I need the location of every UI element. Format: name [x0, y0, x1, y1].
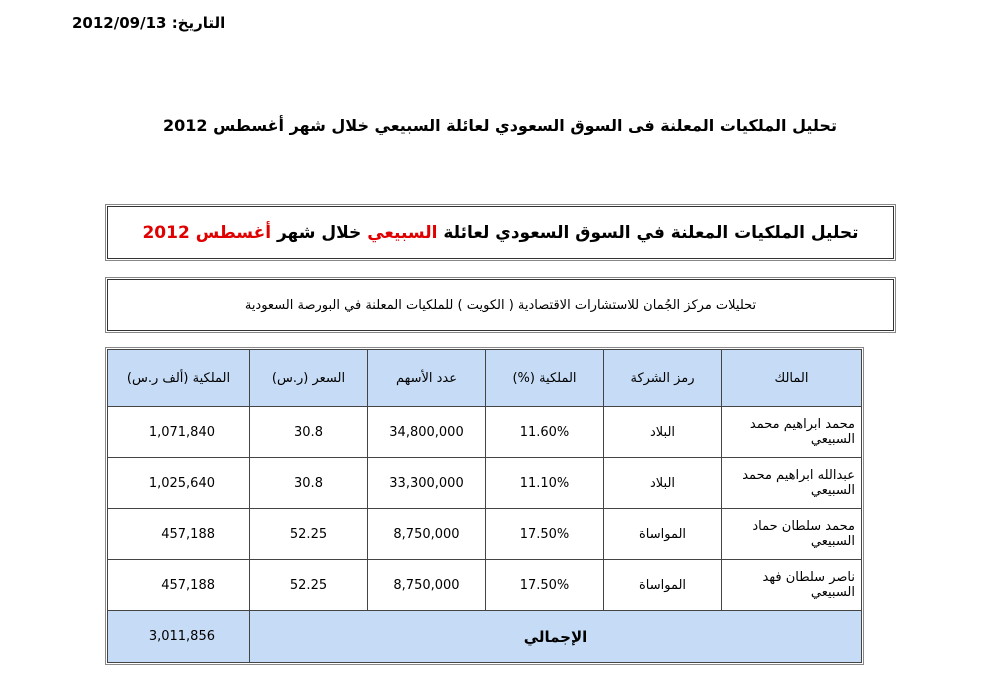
cell-value: 1,025,640 — [108, 458, 250, 509]
title-part-1: تحليل الملكيات المعلنة في السوق السعودي لعائلة — [437, 222, 859, 243]
cell-price: 30.8 — [250, 458, 368, 509]
cell-price: 30.8 — [250, 407, 368, 458]
cell-company: المواساة — [604, 560, 722, 611]
cell-price: 52.25 — [250, 560, 368, 611]
ownership-table — [107, 349, 862, 663]
title-family-name: السبيعي — [367, 222, 438, 243]
title-box-text — [142, 223, 858, 243]
cell-company: البلاد — [604, 458, 722, 509]
title-part-2: خلال شهر — [271, 222, 368, 243]
cell-owner: عبدالله ابراهيم محمد السبيعي — [722, 458, 862, 509]
table-row — [108, 560, 862, 611]
cell-ownership: 17.50% — [486, 509, 604, 560]
total-label: الإجمالي — [250, 611, 862, 663]
cell-ownership: 17.50% — [486, 560, 604, 611]
table-row — [108, 509, 862, 560]
cell-owner: محمد ابراهيم محمد السبيعي — [722, 407, 862, 458]
cell-value: 1,071,840 — [108, 407, 250, 458]
header-price: السعر (ر.س) — [250, 350, 368, 407]
cell-price: 52.25 — [250, 509, 368, 560]
cell-company: المواساة — [604, 509, 722, 560]
title-month-year: أغسطس 2012 — [142, 222, 272, 243]
cell-owner: ناصر سلطان فهد السبيعي — [722, 560, 862, 611]
cell-shares: 33,300,000 — [368, 458, 486, 509]
title-box — [107, 206, 894, 259]
table-header-row — [108, 350, 862, 407]
date-label: التاريخ: — [171, 14, 226, 32]
date-value: 2012/09/13 — [72, 14, 167, 32]
cell-shares: 34,800,000 — [368, 407, 486, 458]
table-row — [108, 407, 862, 458]
document-title: تحليل الملكيات المعلنة فى السوق السعودي لعائلة السبيعي خلال شهر أغسطس 2012 — [163, 116, 837, 135]
table-total-row — [108, 611, 862, 663]
header-ownership: الملكية (%) — [486, 350, 604, 407]
cell-ownership: 11.60% — [486, 407, 604, 458]
cell-ownership: 11.10% — [486, 458, 604, 509]
header-value: الملكية (ألف ر.س) — [108, 350, 250, 407]
subtitle-text: تحليلات مركز الجُمان للاستشارات الاقتصادية ( الكويت ) للملكيات المعلنة في البورصة السعودية — [244, 297, 757, 313]
header-owner: المالك — [722, 350, 862, 407]
total-value: 3,011,856 — [108, 611, 250, 663]
subtitle-box — [107, 279, 894, 331]
cell-company: البلاد — [604, 407, 722, 458]
cell-owner: محمد سلطان حماد السبيعي — [722, 509, 862, 560]
cell-shares: 8,750,000 — [368, 509, 486, 560]
header-company: رمز الشركة — [604, 350, 722, 407]
table-row — [108, 458, 862, 509]
header-shares: عدد الأسهم — [368, 350, 486, 407]
cell-shares: 8,750,000 — [368, 560, 486, 611]
cell-value: 457,188 — [108, 509, 250, 560]
date-line — [72, 14, 232, 32]
cell-value: 457,188 — [108, 560, 250, 611]
